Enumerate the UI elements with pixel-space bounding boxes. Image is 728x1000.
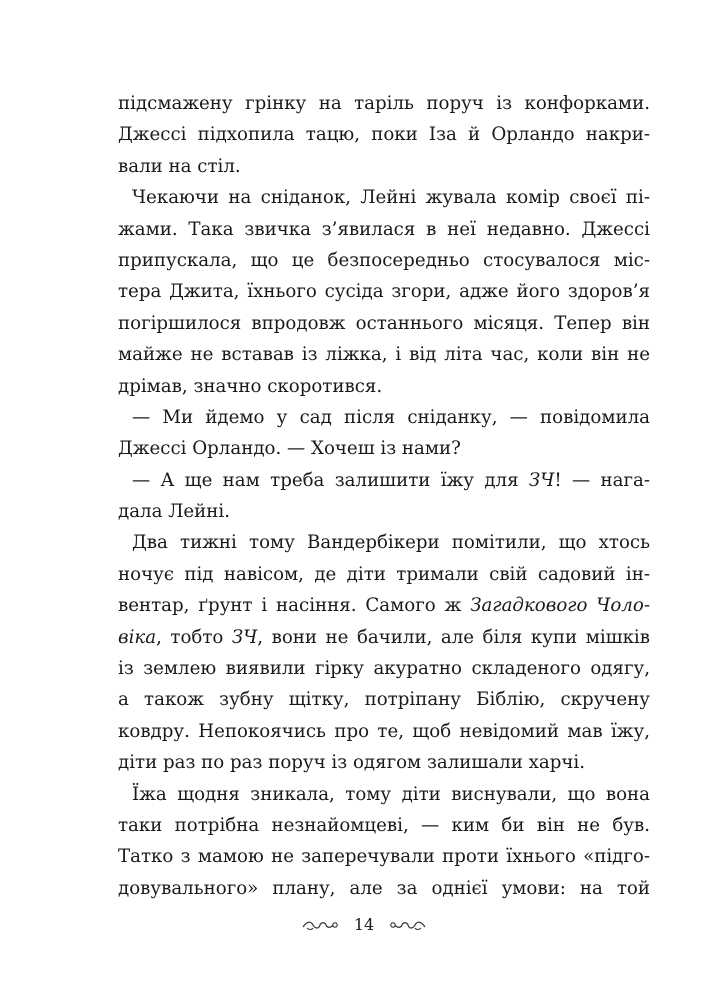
italic-run: ЗЧ xyxy=(528,469,555,491)
text-line: жами. Така звичка з’явилася в неї недавно. Джессі xyxy=(118,218,650,240)
text-line: а також зубну щітку, потріпану Біблію, скручену xyxy=(118,689,650,711)
text-line: діти раз по раз поруч із одягом залишали харчі. xyxy=(118,752,585,774)
text-run: , вони не бачили, але біля купи мішків xyxy=(257,626,650,648)
italic-run: віка xyxy=(118,626,157,648)
text-line: підсмажену грінку на таріль поруч із конфорками. xyxy=(118,93,650,114)
text-line: ночує під навісом, де діти тримали свій садовий ін- xyxy=(118,563,650,585)
text-run: ! — нага- xyxy=(554,469,650,491)
text-line: дрімав, значно скоротився. xyxy=(118,375,383,397)
italic-run: ЗЧ xyxy=(231,626,258,648)
text-line: Чекаючи на сніданок, Лейні жувала комір своєї пі- xyxy=(132,187,650,209)
text-line: дала Лейні. xyxy=(118,501,231,523)
ornament-left-icon xyxy=(301,918,339,932)
page-number: 14 xyxy=(353,914,375,934)
text-line: Джессі Орландо. — Хочеш із нами? xyxy=(118,438,461,460)
text-line: Два тижні тому Вандербікери помітили, що хтось xyxy=(132,532,650,554)
text-line: Джессі підхопила тацю, поки Іза й Орландо накри- xyxy=(118,124,650,146)
text-line xyxy=(118,465,650,496)
text-run: вентар, ґрунт і насіння. Самого ж xyxy=(118,595,471,617)
text-line xyxy=(118,622,650,653)
text-line: — Ми йдемо у сад після сніданку, — повідомила xyxy=(132,406,650,428)
text-run: — А ще нам треба залишити їжу для xyxy=(132,469,529,491)
body-text xyxy=(118,88,650,904)
text-line: таки потрібна незнайомцеві, — ким би він не був. xyxy=(118,814,650,836)
page-footer xyxy=(0,912,728,937)
text-line: довувального» плану, але за однієї умови: на той xyxy=(118,877,650,899)
text-line: вали на стіл. xyxy=(118,155,241,177)
text-line: із землею виявили гірку акуратно складеного одягу, xyxy=(118,658,650,680)
text-line xyxy=(118,590,650,621)
ornament-right-icon xyxy=(389,918,427,932)
text-line: погіршилося впродовж останнього місяця. Тепер він xyxy=(118,312,650,334)
text-line: Татко з мамою не заперечували проти їхнього «підго- xyxy=(118,846,650,868)
text-line: тера Джита, їхнього сусіда згори, адже його здоров’я xyxy=(118,281,650,303)
text-run: , тобто xyxy=(156,626,232,648)
text-line: майже не вставав із ліжка, і від літа час, коли він не xyxy=(118,344,650,366)
text-line: Їжа щодня зникала, тому діти виснували, що вона xyxy=(132,783,650,805)
text-line: ковдру. Непокоячись про те, щоб невідомий мав їжу, xyxy=(118,720,650,742)
text-line: припускала, що це безпосередньо стосувалося міс- xyxy=(118,249,650,271)
italic-run: Загадкового Чоло- xyxy=(470,595,650,617)
